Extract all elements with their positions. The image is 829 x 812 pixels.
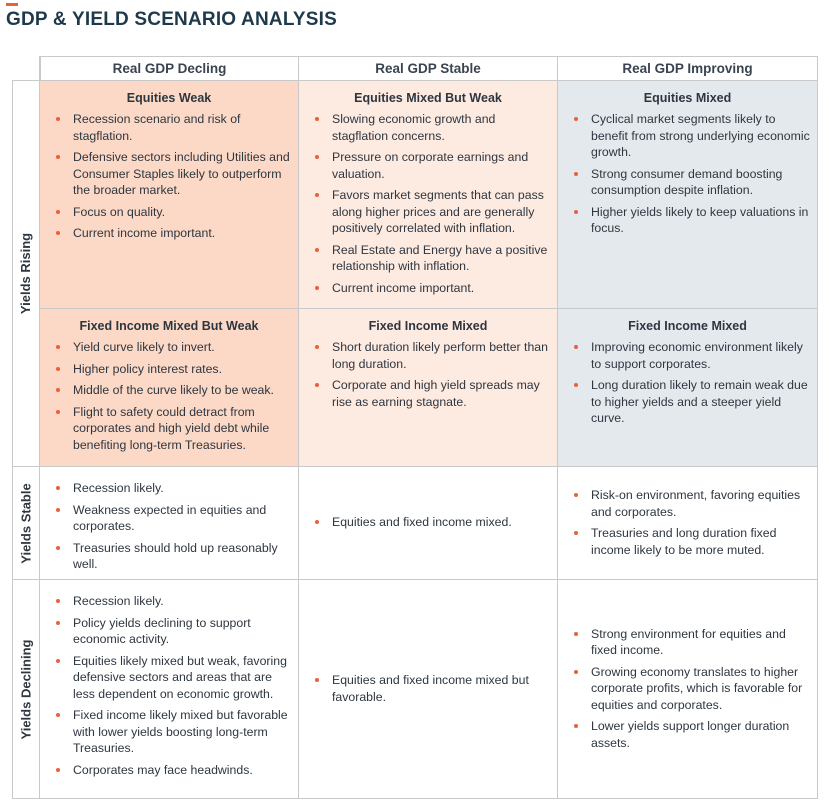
title-accent-bar [6, 3, 18, 6]
cell-rising-equities-improving [558, 81, 818, 309]
cell-heading: Equities Mixed [643, 91, 732, 105]
column-header-gdp-improving: Real GDP Improving [558, 56, 818, 81]
page-title: GDP & YIELD SCENARIO ANALYSIS [6, 9, 337, 30]
row-label-text: Yields Declining [18, 639, 34, 739]
cell-rising-equities-declining [40, 81, 299, 309]
bullet-item: Lower yields support longer duration assets. [571, 718, 811, 751]
cell-heading: Fixed Income Mixed But Weak [79, 319, 259, 333]
bullet-item: Flight to safety could detract from corporates and high yield debt while benefiting long-term Treasuries. [53, 404, 292, 454]
bullet-item: Strong consumer demand boosting consumption despite inflation. [571, 166, 811, 199]
bullet-item: Yield curve likely to invert. [53, 339, 292, 356]
row-label-text: Yields Rising [18, 232, 34, 315]
cell-declining-stable [299, 580, 558, 799]
bullet-item: Equities and fixed income mixed. [312, 514, 551, 531]
bullet-item: Long duration likely to remain weak due to higher yields and a steeper yield curve. [571, 377, 811, 427]
bullet-item: Higher policy interest rates. [53, 361, 292, 378]
bullet-item: Current income important. [312, 280, 551, 297]
cell-stable-declining [40, 467, 299, 580]
bullet-item: Pressure on corporate earnings and valuation. [312, 149, 551, 182]
bullet-item: Focus on quality. [53, 204, 292, 221]
bullet-item: Strong environment for equities and fixed income. [571, 626, 811, 659]
bullet-item: Recession scenario and risk of stagflation. [53, 111, 292, 144]
bullet-item: Treasuries and long duration fixed income likely to be more muted. [571, 525, 811, 558]
cell-declining-improving [558, 580, 818, 799]
bullet-list [299, 514, 557, 536]
bullet-list [558, 339, 817, 427]
bullet-item: Improving economic environment likely to support corporates. [571, 339, 811, 372]
cell-declining-declining [40, 580, 299, 799]
bullet-item: Corporates may face headwinds. [53, 762, 292, 779]
cell-heading: Fixed Income Mixed [628, 319, 747, 333]
bullet-item: Slowing economic growth and stagflation concerns. [312, 111, 551, 144]
bullet-list [558, 111, 817, 237]
bullet-item: Policy yields declining to support economic activity. [53, 615, 292, 648]
bullet-list [40, 480, 298, 578]
cell-heading: Fixed Income Mixed [368, 319, 488, 333]
bullet-item: Higher yields likely to keep valuations in focus. [571, 204, 811, 237]
bullet-item: Fixed income likely mixed but favorable with lower yields boosting long-term Treasuries. [53, 707, 292, 757]
scenario-matrix [12, 56, 818, 799]
bullet-list [299, 672, 557, 710]
bullet-list [40, 593, 298, 783]
bullet-list [558, 487, 817, 563]
bullet-item: Current income important. [53, 225, 292, 242]
cell-stable-improving [558, 467, 818, 580]
bullet-item: Equities likely mixed but weak, favoring defensive sectors and areas that are less dependent on economic growth. [53, 653, 292, 703]
bullet-list [40, 111, 298, 242]
row-label-yields-stable [12, 467, 40, 580]
bullet-item: Defensive sectors including Utilities and Consumer Staples likely to outperform the broader market. [53, 149, 292, 199]
bullet-item: Corporate and high yield spreads may rise as earning stagnate. [312, 377, 551, 410]
bullet-list [299, 111, 557, 296]
cell-rising-equities-stable [299, 81, 558, 309]
bullet-item: Treasuries should hold up reasonably well. [53, 540, 292, 573]
bullet-item: Equities and fixed income mixed but favorable. [312, 672, 551, 705]
bullet-item: Weakness expected in equities and corporates. [53, 502, 292, 535]
cell-stable-stable [299, 467, 558, 580]
bullet-item: Recession likely. [53, 480, 292, 497]
bullet-list [299, 339, 557, 410]
bullet-list [558, 626, 817, 757]
cell-rising-fixed-improving [558, 309, 818, 467]
row-label-yields-declining [12, 580, 40, 799]
bullet-item: Recession likely. [53, 593, 292, 610]
bullet-list [40, 339, 298, 453]
row-label-yields-rising [12, 81, 40, 467]
bullet-item: Favors market segments that can pass along higher prices and are generally positively correlated with inflation. [312, 187, 551, 237]
column-header-gdp-stable: Real GDP Stable [299, 56, 558, 81]
cell-rising-fixed-stable [299, 309, 558, 467]
bullet-item: Real Estate and Energy have a positive relationship with inflation. [312, 242, 551, 275]
column-header-gdp-declining: Real GDP Decling [40, 56, 299, 81]
bullet-item: Cyclical market segments likely to benefit from strong underlying economic growth. [571, 111, 811, 161]
bullet-item: Middle of the curve likely to be weak. [53, 382, 292, 399]
cell-heading: Equities Weak [126, 91, 212, 105]
bullet-item: Short duration likely perform better than long duration. [312, 339, 551, 372]
cell-heading: Equities Mixed But Weak [354, 91, 502, 105]
bullet-item: Growing economy translates to higher corporate profits, which is favorable for equities and corporates. [571, 664, 811, 714]
row-label-text: Yields Stable [18, 482, 34, 564]
corner-cell [12, 56, 40, 81]
bullet-item: Risk-on environment, favoring equities and corporates. [571, 487, 811, 520]
cell-rising-fixed-declining [40, 309, 299, 467]
